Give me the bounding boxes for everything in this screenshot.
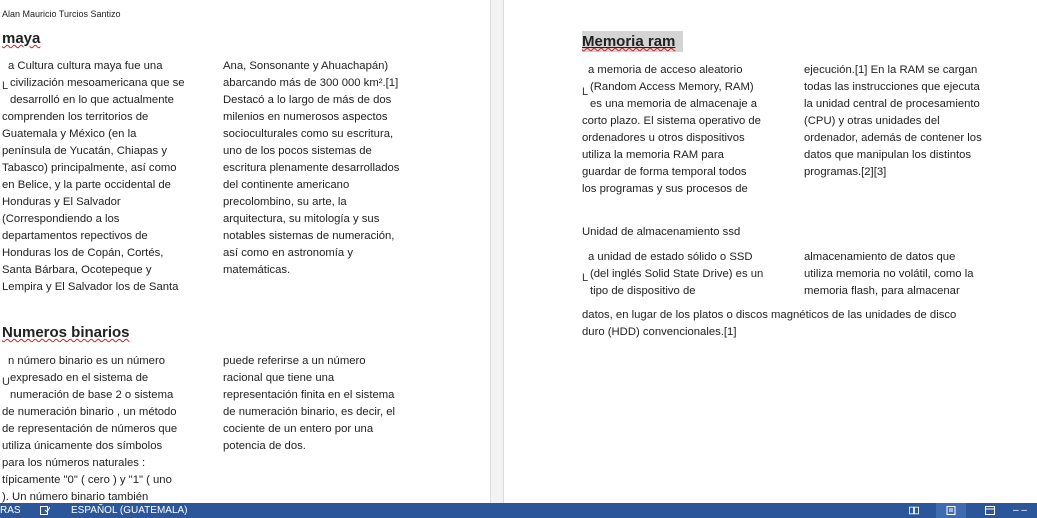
ssd-column-2 <box>804 249 974 300</box>
text-line: arquitectura, su mitología y sus <box>223 213 380 225</box>
text-line: abarcando más de 300 000 km².[1] <box>223 77 399 89</box>
author-name: Alan Mauricio Turcios Santizo <box>2 9 121 19</box>
heading-maya: maya <box>2 30 41 47</box>
text-line: en Belice, y la parte occidental de <box>2 179 171 191</box>
text-line: a memoria de acceso aleatorio <box>588 64 743 76</box>
text-line: de representación de números que <box>2 423 178 435</box>
document-page-right[interactable] <box>504 0 1037 503</box>
heading-numeros-binarios: Numeros binarios <box>2 324 130 341</box>
word-count-label[interactable]: RAS <box>0 505 21 516</box>
text-line: de numeración binario, es decir, el <box>223 406 396 418</box>
text-line: Honduras los de Copán, Cortés, <box>2 247 164 259</box>
text-line: almacenamiento de datos que <box>804 251 956 263</box>
status-bar <box>0 503 1037 518</box>
text-line: ordenadores u otros dispositivos <box>582 132 745 144</box>
dropcap-ssd: L <box>582 272 589 284</box>
text-line: numeración de base 2 o sistema <box>10 389 174 401</box>
text-line: Honduras y El Salvador <box>2 196 121 208</box>
text-line: ). Un número binario también <box>2 491 149 503</box>
text-line: (Random Access Memory, RAM) <box>590 81 754 93</box>
text-line: guardar de forma temporal todos <box>582 166 747 178</box>
text-line: típicamente "0" ( cero ) y "1" ( uno <box>2 474 172 486</box>
text-line: todas las instrucciones que ejecuta <box>804 81 980 93</box>
text-line: datos, en lugar de los platos o discos magnéticos de las unidades de disco <box>582 309 957 321</box>
text-line: utiliza memoria no volátil, como la <box>804 268 974 280</box>
read-mode-icon[interactable] <box>909 506 919 515</box>
ssd-column-1 <box>582 249 763 300</box>
text-line: es una memoria de almacenaje a <box>590 98 758 110</box>
text-line: precolombino, su arte, la <box>223 196 347 208</box>
text-line: utiliza la memoria RAM para <box>582 149 724 161</box>
text-line: Lempira y El Salvador los de Santa <box>2 281 179 293</box>
text-line: programas.[2][3] <box>804 166 887 178</box>
text-line: memoria flash, para almacenar <box>804 285 960 297</box>
dropcap-ram: L <box>582 86 589 98</box>
text-line: utiliza únicamente dos símbolos <box>2 440 163 452</box>
text-line: (CPU) y otras unidades del <box>804 115 940 127</box>
text-line: los programas y sus procesos de <box>582 183 748 195</box>
ram-column-2 <box>804 62 982 181</box>
text-line: racional que tiene una <box>223 372 335 384</box>
maya-column-2 <box>223 58 399 279</box>
text-line: Destacó a lo largo de más de dos <box>223 94 392 106</box>
text-line: civilización mesoamericana que se <box>10 77 185 89</box>
text-line: tipo de dispositivo de <box>590 285 696 297</box>
binarios-column-2 <box>223 353 395 455</box>
text-line: Tabasco) principalmente, así como <box>2 162 177 174</box>
web-layout-icon[interactable] <box>985 506 995 515</box>
maya-column-1 <box>2 58 185 296</box>
text-line: Santa Bárbara, Ocotepeque y <box>2 264 152 276</box>
text-line: potencia de dos. <box>223 440 306 452</box>
text-line: de numeración binario , un método <box>2 406 177 418</box>
text-line: departamentos repectivos de <box>2 230 148 242</box>
text-line: notables sistemas de numeración, <box>223 230 395 242</box>
text-line: Guatemala y México (en la <box>2 128 137 140</box>
text-line: puede referirse a un número <box>223 355 366 367</box>
binarios-column-1 <box>2 353 177 503</box>
text-line: del continente americano <box>223 179 350 191</box>
text-line: ordenador, además de contener los <box>804 132 982 144</box>
text-line: escritura plenamente desarrollados <box>223 162 400 174</box>
text-line: comprenden los territorios de <box>2 111 149 123</box>
heading-memoria-ram: Memoria ram <box>582 33 683 50</box>
text-line: expresado en el sistema de <box>10 372 149 384</box>
text-line: socioculturales como su escritura, <box>223 128 394 140</box>
text-line: matemáticas. <box>223 264 291 276</box>
ram-column-1 <box>582 62 761 198</box>
dropcap-maya: L <box>2 80 9 92</box>
text-line: a Cultura cultura maya fue una <box>8 60 163 72</box>
print-layout-icon <box>946 506 956 515</box>
text-line: cociente de un entero por una <box>223 423 374 435</box>
text-line: la unidad central de procesamiento <box>804 98 980 110</box>
text-line: a unidad de estado sólido o SSD <box>588 251 753 263</box>
text-line: para los números naturales : <box>2 457 146 469</box>
language-label[interactable]: ESPAÑOL (GUATEMALA) <box>71 505 188 516</box>
text-line: milenios en numerosos aspectos <box>223 111 388 123</box>
proofing-icon[interactable] <box>40 506 50 515</box>
text-line: península de Yucatán, Chiapas y <box>2 145 167 157</box>
dropcap-binarios: U <box>2 376 10 388</box>
text-line: corto plazo. El sistema operativo de <box>582 115 761 127</box>
page-gutter <box>490 0 504 503</box>
text-line: representación finita en el sistema <box>223 389 395 401</box>
text-line: duro (HDD) convencionales.[1] <box>582 326 737 338</box>
text-line: datos que manipulan los distintos <box>804 149 972 161</box>
text-line: (Correspondiendo a los <box>2 213 120 225</box>
text-line: así como en astronomía y <box>223 247 353 259</box>
heading-unidad-ssd: Unidad de almacenamiento ssd <box>582 226 741 238</box>
text-line: Ana, Sonsonante y Ahuachapán) <box>223 60 389 72</box>
print-layout-button[interactable] <box>936 503 966 518</box>
zoom-slider[interactable]: – – <box>1013 505 1027 516</box>
text-line: ejecución.[1] En la RAM se cargan <box>804 64 978 76</box>
text-line: uno de los pocos sistemas de <box>223 145 372 157</box>
ssd-fullwidth-text <box>582 307 956 341</box>
text-line: n número binario es un número <box>8 355 165 367</box>
document-page-left[interactable] <box>0 0 490 503</box>
text-line: desarrolló en lo que actualmente <box>10 94 174 106</box>
text-line: (del inglés Solid State Drive) es un <box>590 268 764 280</box>
